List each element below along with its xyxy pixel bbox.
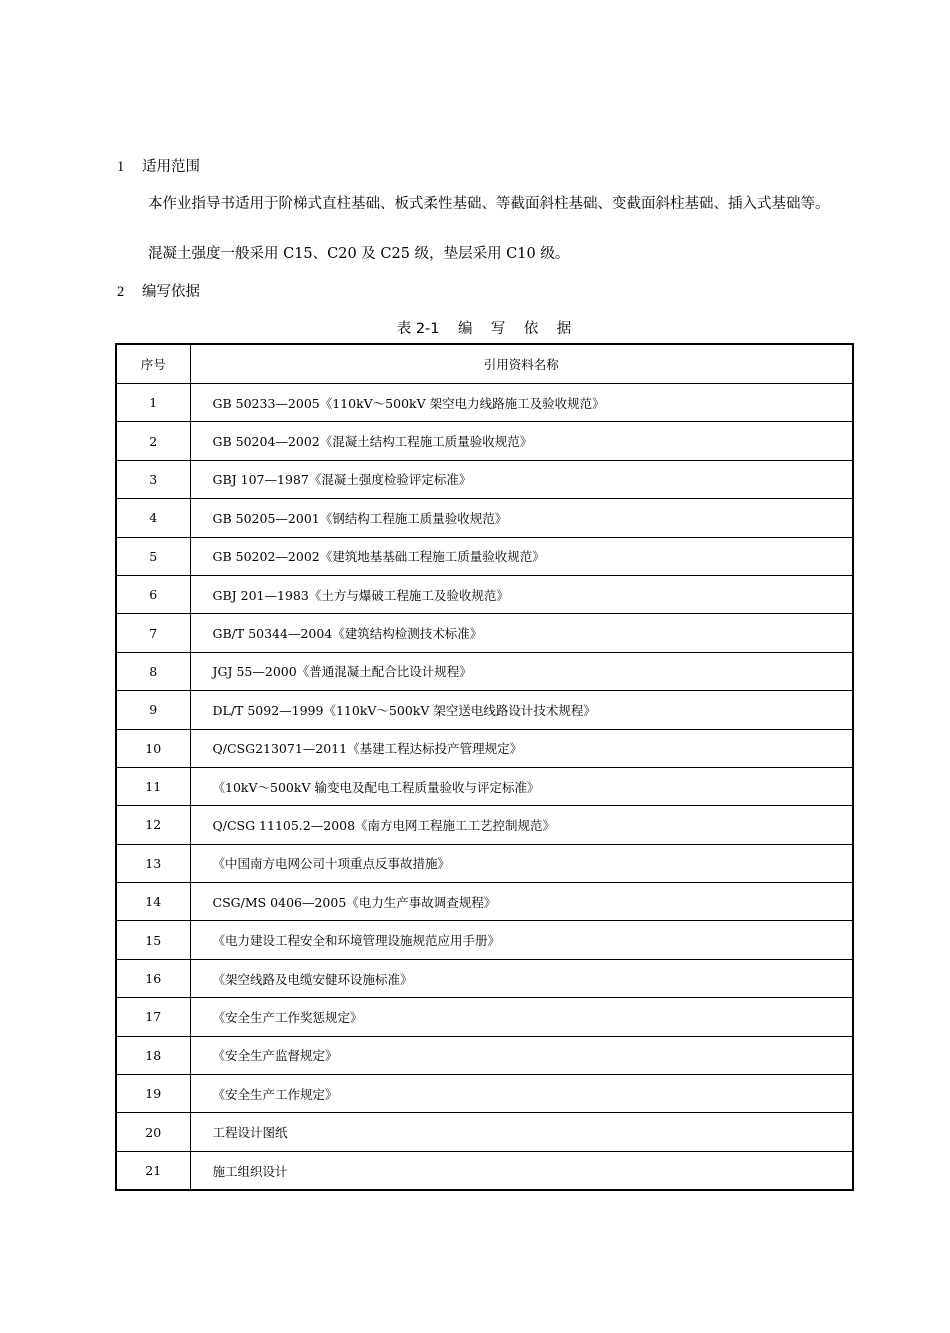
table-row: [116, 1036, 853, 1074]
row-reference-name: 《安全生产工作奖惩规定》: [190, 998, 853, 1036]
section-number: 1: [117, 159, 125, 175]
row-seq: 21: [116, 1151, 190, 1190]
row-reference-name: GBJ 201—1983《土方与爆破工程施工及验收规范》: [190, 575, 853, 613]
row-seq: 11: [116, 767, 190, 805]
row-seq: 18: [116, 1036, 190, 1074]
table-row: [116, 691, 853, 729]
table-caption: 表 2-1 编 写 依 据: [396, 321, 572, 337]
row-seq: 17: [116, 998, 190, 1036]
row-seq: 4: [116, 499, 190, 537]
row-reference-name: GB 50233—2005《110kV～500kV 架空电力线路施工及验收规范》: [190, 384, 853, 422]
table-row: [116, 1151, 853, 1190]
table-row: [116, 959, 853, 997]
row-reference-name: DL/T 5092—1999《110kV～500kV 架空送电线路设计技术规程》: [190, 691, 853, 729]
row-reference-name: 《电力建设工程安全和环境管理设施规范应用手册》: [190, 921, 853, 959]
row-seq: 8: [116, 652, 190, 690]
row-seq: 19: [116, 1075, 190, 1113]
table-row: [116, 652, 853, 690]
table-row: [116, 998, 853, 1036]
row-reference-name: 《架空线路及电缆安健环设施标准》: [190, 959, 853, 997]
row-reference-name: GB/T 50344—2004《建筑结构检测技术标准》: [190, 614, 853, 652]
row-seq: 13: [116, 844, 190, 882]
section-heading-scope: [117, 157, 200, 177]
row-reference-name: 《安全生产监督规定》: [190, 1036, 853, 1074]
section-title: 编写依据: [142, 284, 200, 300]
row-reference-name: GB 50202—2002《建筑地基基础工程施工质量验收规范》: [190, 537, 853, 575]
table-row: [116, 806, 853, 844]
table-row: [116, 921, 853, 959]
table-row: [116, 422, 853, 460]
row-seq: 14: [116, 883, 190, 921]
row-reference-name: CSG/MS 0406—2005《电力生产事故调查规程》: [190, 883, 853, 921]
row-reference-name: 《安全生产工作规定》: [190, 1075, 853, 1113]
row-reference-name: GB 50205—2001《钢结构工程施工质量验收规范》: [190, 499, 853, 537]
section-number: 2: [117, 284, 125, 300]
header-seq: 序号: [116, 344, 190, 384]
row-seq: 7: [116, 614, 190, 652]
row-seq: 6: [116, 575, 190, 613]
row-seq: 3: [116, 460, 190, 498]
row-reference-name: 《10kV～500kV 输变电及配电工程质量验收与评定标准》: [190, 767, 853, 805]
table-row: [116, 1075, 853, 1113]
table-row: [116, 1113, 853, 1151]
section-heading-basis: [117, 282, 200, 302]
table-body: [116, 384, 853, 1191]
row-reference-name: JGJ 55—2000《普通混凝土配合比设计规程》: [190, 652, 853, 690]
table-row: [116, 844, 853, 882]
header-name: 引用资料名称: [190, 344, 853, 384]
section-title: 适用范围: [142, 159, 200, 175]
table-row: [116, 575, 853, 613]
row-seq: 20: [116, 1113, 190, 1151]
row-reference-name: 《中国南方电网公司十项重点反事故措施》: [190, 844, 853, 882]
paragraph-scope: 本作业指导书适用于阶梯式直柱基础、板式柔性基础、等截面斜柱基础、变截面斜柱基础、插入式基础等。: [148, 196, 830, 212]
row-seq: 5: [116, 537, 190, 575]
row-reference-name: 施工组织设计: [190, 1151, 853, 1190]
table-row: [116, 883, 853, 921]
row-reference-name: Q/CSG213071—2011《基建工程达标投产管理规定》: [190, 729, 853, 767]
row-seq: 1: [116, 384, 190, 422]
paragraph-concrete-grade: 混凝土强度一般采用 C15、C20 及 C25 级，垫层采用 C10 级。: [148, 246, 570, 262]
row-seq: 10: [116, 729, 190, 767]
reference-table: [115, 343, 854, 1191]
row-reference-name: 工程设计图纸: [190, 1113, 853, 1151]
table-row: [116, 384, 853, 422]
row-seq: 2: [116, 422, 190, 460]
table-row: [116, 614, 853, 652]
row-seq: 9: [116, 691, 190, 729]
table-row: [116, 499, 853, 537]
row-reference-name: Q/CSG 11105.2—2008《南方电网工程施工工艺控制规范》: [190, 806, 853, 844]
row-reference-name: GB 50204—2002《混凝土结构工程施工质量验收规范》: [190, 422, 853, 460]
table-row: [116, 729, 853, 767]
table-row: [116, 537, 853, 575]
table-header-row: [116, 344, 853, 384]
row-reference-name: GBJ 107—1987《混凝土强度检验评定标准》: [190, 460, 853, 498]
row-seq: 15: [116, 921, 190, 959]
table-row: [116, 767, 853, 805]
table-row: [116, 460, 853, 498]
row-seq: 12: [116, 806, 190, 844]
row-seq: 16: [116, 959, 190, 997]
